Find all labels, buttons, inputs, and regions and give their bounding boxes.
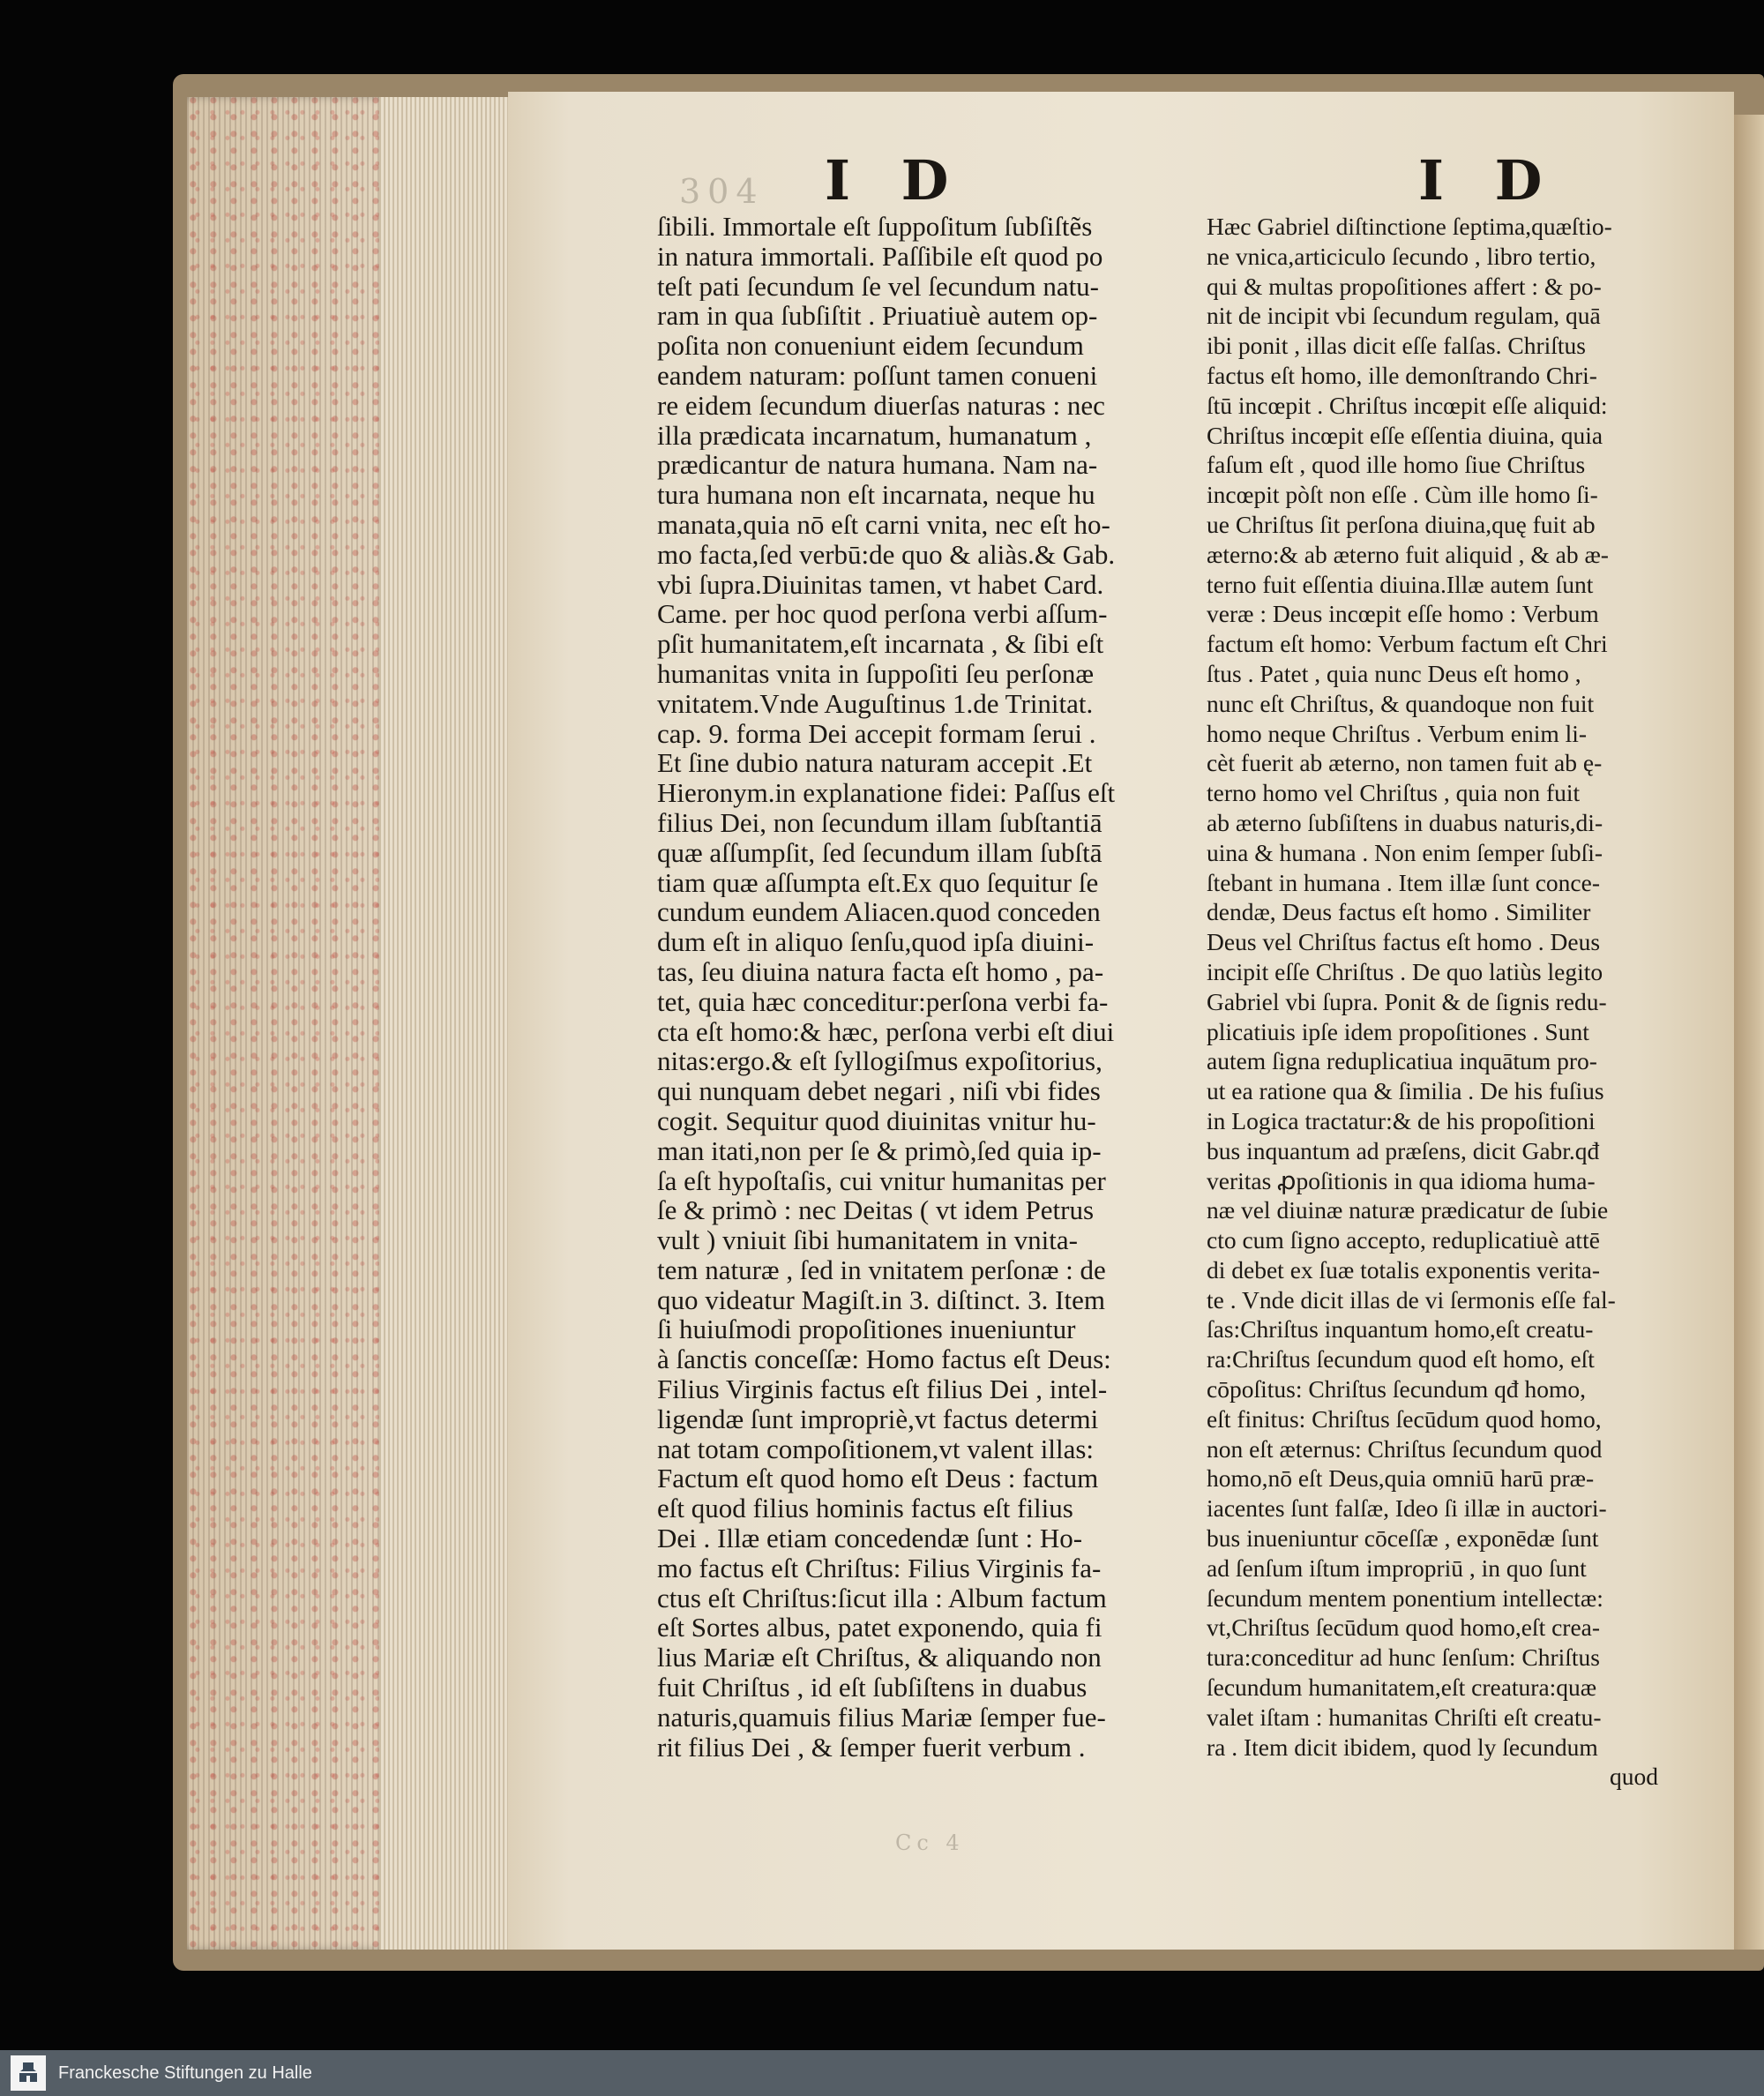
left-column-line: ctus eſt Chriſtus:ſicut illa : Album factum <box>657 1583 1107 1613</box>
right-column-line: nunc eſt Chriſtus, & quandoque non fuit <box>1207 689 1595 717</box>
right-column-line: non eſt æternus: Chriſtus ſecundum quod <box>1207 1434 1603 1463</box>
left-column-line: eſt quod filius hominis factus eſt filius <box>657 1493 1073 1524</box>
left-column-line: quo videatur Magiſt.in 3. diſtinct. 3. Item <box>657 1284 1105 1315</box>
right-column-line: ue Chriſtus ſit perſona diuina,quę fuit ab <box>1207 510 1596 538</box>
right-column-line: ſtus . Patet , quia nunc Deus eſt homo , <box>1207 659 1581 687</box>
left-column-line: eandem naturam: poſſunt tamen conueni <box>657 360 1098 391</box>
right-column-line: næ vel diuinæ naturæ prædicatur de ſubie <box>1207 1196 1609 1224</box>
right-column-line: eſt finitus: Chriſtus ſecūdum quod homo, <box>1207 1404 1602 1433</box>
right-column-line: ab æterno ſubſiſtens in duabus naturis,di- <box>1207 808 1603 836</box>
right-column-line: di debet ex ſuæ totalis exponentis verita- <box>1207 1255 1601 1284</box>
right-column-line: quod <box>1610 1763 1658 1791</box>
right-column-line: veritas ꝓpoſitionis in qua idioma huma- <box>1207 1166 1596 1194</box>
left-column-line: manata,quia nō eſt carni vnita, nec eſt ho- <box>657 509 1110 540</box>
left-column-line: rit filius Dei , & ſemper fuerit verbum . <box>657 1732 1086 1763</box>
left-column-line: cogit. Sequitur quod diuinitas vnitur hu- <box>657 1105 1096 1136</box>
left-column-line: tem naturæ , ſed in vnitatem perſonæ : de <box>657 1254 1106 1285</box>
right-column-line: tura:conceditur ad hunc ſenſum: Chriſtus <box>1207 1643 1601 1672</box>
right-column-line: iacentes ſunt falſæ, Ideo ſi illæ in auctori- <box>1207 1494 1607 1523</box>
left-column-line: ram in qua ſubſiſtit . Priuatiuè autem op- <box>657 301 1098 332</box>
right-column-line: cto cum ſigno accepto, reduplicatiuè attē <box>1207 1226 1600 1254</box>
left-column-line: Came. per hoc quod perſona verbi aſſum- <box>657 599 1108 630</box>
left-column-line: vult ) vniuit ſibi humanitatem in vnita- <box>657 1225 1078 1255</box>
right-column-line: cōpoſitus: Chriſtus ſecundum qđ homo, <box>1207 1375 1587 1404</box>
left-column-line: Dei . Illæ etiam concedendæ ſunt : Ho- <box>657 1523 1083 1553</box>
left-column-line: nat totam compoſitionem,vt valent illas: <box>657 1434 1095 1464</box>
left-column-line: tet, quia hæc conceditur:perſona verbi fa- <box>657 986 1109 1017</box>
left-column-line: fuit Chriſtus , id eſt ſubſiſtens in duabus <box>657 1673 1088 1703</box>
right-column-line: ut ea ratione qua & ſimilia . De his fuſius <box>1207 1077 1604 1105</box>
right-column-line: incipit eſſe Chriſtus . De quo latiùs legito <box>1207 957 1603 985</box>
right-column-line: autem ſigna reduplicatiua inquātum pro- <box>1207 1047 1597 1075</box>
right-column-line: cèt fuerit ab æterno, non tamen fuit ab ę- <box>1207 749 1603 777</box>
left-column-line: cundum eundem Aliacen.quod conceden <box>657 897 1101 928</box>
left-column-line: tas, ſeu diuina natura facta eſt homo , pa- <box>657 956 1104 987</box>
left-column-line: cap. 9. forma Dei accepit formam ſerui . <box>657 718 1096 749</box>
left-column-line: cta eſt homo:& hæc, perſona verbi eſt diui <box>657 1016 1115 1047</box>
left-column-line: humanitas vnita in ſuppoſiti ſeu perſonæ <box>657 658 1095 689</box>
right-column-line: terno homo vel Chriſtus , quia non fuit <box>1207 779 1581 807</box>
right-column-line: dendæ, Deus factus eſt homo . Similiter <box>1207 898 1591 926</box>
right-column-line: homo neque Chriſtus . Verbum enim li- <box>1207 719 1588 747</box>
right-column-line: qui & multas propoſitiones affert : & po- <box>1207 272 1602 300</box>
left-column-line: Hieronym.in explanatione fidei: Paſſus eſt <box>657 778 1116 808</box>
left-column-line: eſt Sortes albus, patet exponendo, quia fi <box>657 1613 1102 1643</box>
left-column-line: lius Mariæ eſt Chriſtus, & aliquando non <box>657 1643 1102 1673</box>
left-column-line: prædicantur de natura humana. Nam na- <box>657 450 1098 481</box>
left-column-line: Et ſine dubio natura naturam accepit .Et <box>657 748 1093 779</box>
left-column-line: ſi huiuſmodi propoſitiones inueniuntur <box>657 1314 1076 1345</box>
left-text-column <box>657 212 1182 1762</box>
right-column-line: uina & humana . Non enim ſemper ſubſi- <box>1207 838 1603 866</box>
headword-left: I D <box>825 148 965 213</box>
left-column-line: mo facta,ſed verbū:de quo & aliàs.& Gab. <box>657 539 1116 570</box>
right-column-line: ad ſenſum iſtum impropriū , in quo ſunt <box>1207 1553 1587 1582</box>
left-column-line: ſibili. Immortale eſt ſuppoſitum ſubſiſtẽs <box>657 212 1093 242</box>
right-column-line: factum eſt homo: Verbum factum eſt Chri <box>1207 630 1608 658</box>
right-column-line: bus inueniuntur cōceſſæ , exponēdæ ſunt <box>1207 1524 1599 1553</box>
bleed-page-number: 304 <box>679 172 765 211</box>
right-column-line: ra:Chriſtus ſecundum quod eſt homo, eſt <box>1207 1345 1595 1374</box>
left-column-line: ſe & primò : nec Deitas ( vt idem Petrus <box>657 1195 1095 1226</box>
left-column-line: teſt pati ſecundum ſe vel ſecundum natu- <box>657 271 1100 302</box>
headword-right: I D <box>1418 148 1558 213</box>
right-page-edge <box>1734 115 1764 1950</box>
right-column-line: ſtū incœpit . Chriſtus incœpit eſſe aliquid: <box>1207 391 1608 419</box>
left-column-line: vnitatem.Vnde Auguſtinus 1.de Trinitat. <box>657 688 1094 719</box>
institution-logo-icon <box>11 2055 46 2091</box>
right-column-line: faſum eſt , quod ille homo ſiue Chriſtus <box>1207 451 1586 479</box>
right-text-column <box>1207 212 1658 1792</box>
footer-bar <box>0 2050 1764 2096</box>
left-column-line: vbi ſupra.Diuinitas tamen, vt habet Card. <box>657 569 1104 600</box>
left-column-line: in natura immortali. Paſſibile eſt quod po <box>657 241 1103 272</box>
left-column-line: ſa eſt hypoſtaſis, cui vnitur humanitas per <box>657 1165 1106 1196</box>
right-column-line: Chriſtus incœpit eſſe eſſentia diuina, quia <box>1207 421 1603 449</box>
right-column-line: in Logica tractatur:& de his propoſitioni <box>1207 1106 1596 1134</box>
signature-mark: Cc 4 <box>895 1830 965 1855</box>
right-column-line: ra . Item dicit ibidem, quod ly ſecundum <box>1207 1733 1598 1761</box>
right-column-line: valet iſtam : humanitas Chriſti eſt creatu- <box>1207 1703 1602 1731</box>
page-stack <box>379 97 512 1950</box>
right-column-line: plicatiuis ipſe idem propoſitiones . Sunt <box>1207 1017 1589 1045</box>
right-column-line: nit de incipit vbi ſecundum regulam, quā <box>1207 302 1601 330</box>
right-column-line: Gabriel vbi ſupra. Ponit & de ſignis redu- <box>1207 987 1607 1015</box>
left-column-line: qui nunquam debet negari , niſi vbi fides <box>657 1076 1101 1106</box>
right-column-line: bus inquantum ad præſens, dicit Gabr.qđ <box>1207 1136 1600 1164</box>
right-column-line: Hæc Gabriel diſtinctione ſeptima,quæſtio- <box>1207 213 1612 240</box>
right-column-line: te . Vnde dicit illas de vi ſermonis eſſe fal- <box>1207 1285 1616 1314</box>
left-column-line: Filius Virginis factus eſt filius Dei , intel- <box>657 1374 1108 1404</box>
right-column-line: vt,Chriſtus ſecūdum quod homo,eſt crea- <box>1207 1613 1601 1642</box>
left-column-line: à ſanctis conceſſæ: Homo factus eſt Deus: <box>657 1344 1111 1375</box>
left-column-line: man itati,non per ſe & primò,ſed quia ip- <box>657 1135 1102 1166</box>
right-column-line: terno fuit eſſentia diuina.Illæ autem ſunt <box>1207 570 1594 598</box>
left-column-line: nitas:ergo.& eſt ſyllogiſmus expoſitorius, <box>657 1046 1102 1077</box>
right-column-line: ſas:Chriſtus inquantum homo,eſt creatu- <box>1207 1315 1594 1344</box>
left-column-line: illa prædicata incarnatum, humanatum , <box>657 420 1092 451</box>
left-column-line: mo factus eſt Chriſtus: Filius Virginis fa- <box>657 1553 1102 1583</box>
right-column-line: ſtebant in humana . Item illæ ſunt conce- <box>1207 868 1600 896</box>
right-column-line: ſecundum humanitatem,eſt creatura:quæ <box>1207 1673 1597 1702</box>
right-column-line: ibi ponit , illas dicit eſſe falſas. Chriſtus <box>1207 332 1587 360</box>
left-column-line: poſita non conueniunt eidem ſecundum <box>657 331 1084 361</box>
left-column-line: ligendæ ſunt impropriè,vt factus determi <box>657 1404 1099 1434</box>
left-column-line: Factum eſt quod homo eſt Deus : factum <box>657 1463 1099 1494</box>
right-column-line: ne vnica,articiculo ſecundo , libro tertio, <box>1207 242 1596 270</box>
left-column-line: filius Dei, non ſecundum illam ſubſtantiā <box>657 807 1102 838</box>
right-column-line: Deus vel Chriſtus factus eſt homo . Deus <box>1207 928 1601 956</box>
right-column-line: factus eſt homo, ille demonſtrando Chri- <box>1207 361 1597 389</box>
left-column-line: dum eſt in aliquo ſenſu,quod ipſa diuini- <box>657 927 1095 957</box>
left-column-line: naturis,quamuis filius Mariæ ſemper fue- <box>657 1702 1106 1733</box>
left-column-line: tura humana non eſt incarnata, neque hu <box>657 480 1095 510</box>
right-column-line: ſecundum mentem ponentium intellectæ: <box>1207 1583 1603 1612</box>
right-column-line: æterno:& ab æterno fuit aliquid , & ab æ- <box>1207 540 1609 568</box>
right-column-line: veræ : Deus incœpit eſſe homo : Verbum <box>1207 600 1599 628</box>
institution-name: Franckesche Stiftungen zu Halle <box>58 2062 312 2083</box>
right-column-line: incœpit pòſt non eſſe . Cùm ille homo ſi- <box>1207 481 1598 509</box>
left-column-line: pſit humanitatem,eſt incarnata , & ſibi eſt <box>657 629 1104 659</box>
left-column-line: re eidem ſecundum diuerſas naturas : nec <box>657 390 1105 421</box>
left-column-line: tiam quæ aſſumpta eſt.Ex quo ſequitur ſe <box>657 867 1099 898</box>
left-column-line: quæ aſſumpſit, ſed ſecundum illam ſubſtā <box>657 837 1102 868</box>
right-column-line: homo,nō eſt Deus,quia omniū harū præ- <box>1207 1464 1595 1493</box>
